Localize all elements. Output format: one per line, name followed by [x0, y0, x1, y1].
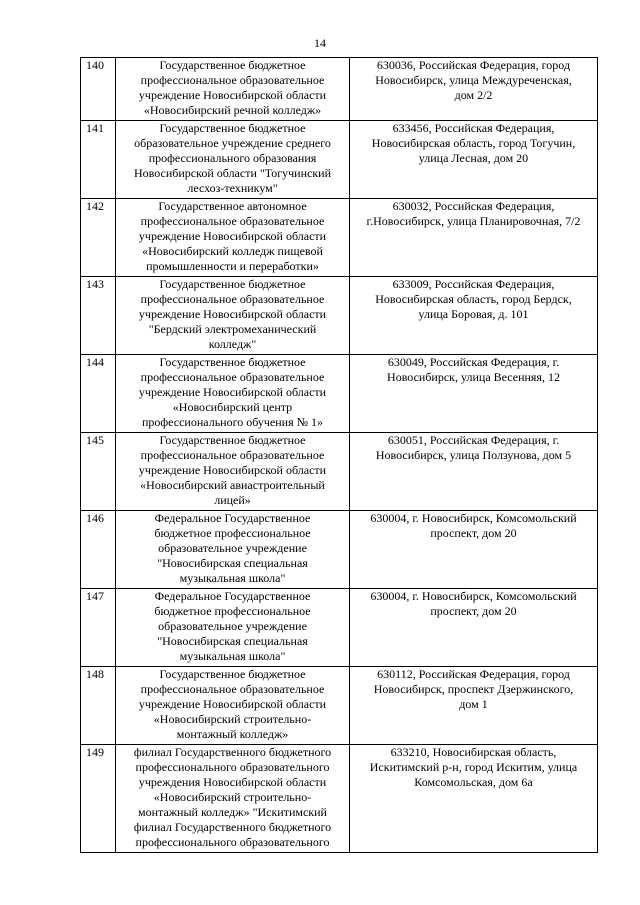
row-number: 144	[81, 355, 116, 433]
institution-name: Государственное бюджетное профессиональное образовательное учреждение Новосибирской области «Новосибирский авиастроительный лицей»	[138, 433, 327, 507]
table-row	[81, 589, 598, 667]
institution-name-cell	[116, 511, 350, 589]
table-row	[81, 511, 598, 589]
institution-name-cell	[116, 667, 350, 745]
table-body	[81, 58, 598, 853]
institution-name-cell	[116, 199, 350, 277]
row-number: 140	[81, 58, 116, 121]
institution-address: 630032, Российская Федерация, г.Новосибирск, улица Планировочная, 7/2	[366, 199, 581, 228]
address-cell	[350, 667, 598, 745]
institution-address: 630051, Российская Федерация, г. Новосибирск, улица Ползунова, дом 5	[375, 433, 572, 462]
table-row	[81, 745, 598, 853]
institution-address: 633210, Новосибирская область, Искитимский р-н, город Искитим, улица Комсомольская, дом 6а	[369, 745, 578, 789]
address-cell	[350, 355, 598, 433]
table-row	[81, 277, 598, 355]
institution-name-cell	[116, 277, 350, 355]
address-cell	[350, 433, 598, 511]
row-number: 141	[81, 121, 116, 199]
institution-name-cell	[116, 121, 350, 199]
institution-name-cell	[116, 58, 350, 121]
institution-address: 630049, Российская Федерация, г. Новосибирск, улица Весенняя, 12	[387, 355, 560, 384]
address-cell	[350, 199, 598, 277]
institution-name: Государственное бюджетное профессиональное образовательное учреждение Новосибирской области «Новосибирский речной колледж»	[138, 58, 327, 117]
institution-name: Федеральное Государственное бюджетное профессиональное образовательное учреждение "Новосибирская специальная музыкальная школа"	[154, 589, 311, 663]
institution-name: филиал Государственного бюджетного профессионального образовательного учреждения Новосибирской области «Новосибирский строительно- монтажный колледж» "Искитимский филиал Государственного бюджетного профессионального образовательного	[133, 745, 332, 849]
institution-address: 630112, Российская Федерация, город Новосибирск, проспект Дзержинского, дом 1	[373, 667, 574, 711]
address-cell	[350, 589, 598, 667]
row-number: 148	[81, 667, 116, 745]
institution-name: Государственное бюджетное профессиональное образовательное учреждение Новосибирской области "Бердский электромеханический колледж"	[138, 277, 327, 351]
institution-name: Федеральное Государственное бюджетное профессиональное образовательное учреждение "Новосибирская специальная музыкальная школа"	[154, 511, 311, 585]
address-cell	[350, 511, 598, 589]
institution-name-cell	[116, 433, 350, 511]
institution-name: Государственное бюджетное образовательное учреждение среднего профессионального образования Новосибирской области "Тогучинский лесхоз-техникум"	[133, 121, 332, 195]
row-number: 145	[81, 433, 116, 511]
institution-address: 633456, Российская Федерация, Новосибирская область, город Тогучин, улица Лесная, дом 20	[371, 121, 576, 165]
row-number: 147	[81, 589, 116, 667]
table-row	[81, 355, 598, 433]
institution-name-cell	[116, 589, 350, 667]
table-row	[81, 667, 598, 745]
institution-name-cell	[116, 355, 350, 433]
address-cell	[350, 121, 598, 199]
row-number: 143	[81, 277, 116, 355]
institution-name: Государственное автономное профессиональное образовательное учреждение Новосибирской области «Новосибирский колледж пищевой промышленности и переработки»	[138, 199, 327, 273]
address-cell	[350, 58, 598, 121]
address-cell	[350, 277, 598, 355]
table-row	[81, 121, 598, 199]
institution-name: Государственное бюджетное профессиональное образовательное учреждение Новосибирской области «Новосибирский строительно- монтажный колледж»	[138, 667, 327, 741]
address-cell	[350, 745, 598, 853]
table-row	[81, 433, 598, 511]
institution-address: 630004, г. Новосибирск, Комсомольский проспект, дом 20	[370, 511, 577, 540]
row-number: 142	[81, 199, 116, 277]
table-row	[81, 58, 598, 121]
institutions-table	[80, 57, 598, 853]
row-number: 149	[81, 745, 116, 853]
institution-name: Государственное бюджетное профессиональное образовательное учреждение Новосибирской области «Новосибирский центр профессионального обучения № 1»	[138, 355, 327, 429]
row-number: 146	[81, 511, 116, 589]
page-number: 14	[314, 36, 326, 50]
institution-address: 630004, г. Новосибирск, Комсомольский проспект, дом 20	[370, 589, 577, 618]
institution-name-cell	[116, 745, 350, 853]
institution-address: 630036, Российская Федерация, город Новосибирск, улица Междуреченская, дом 2/2	[375, 58, 572, 102]
table-row	[81, 199, 598, 277]
institution-address: 633009, Российская Федерация, Новосибирская область, город Бердск, улица Боровая, д. 101	[375, 277, 572, 321]
